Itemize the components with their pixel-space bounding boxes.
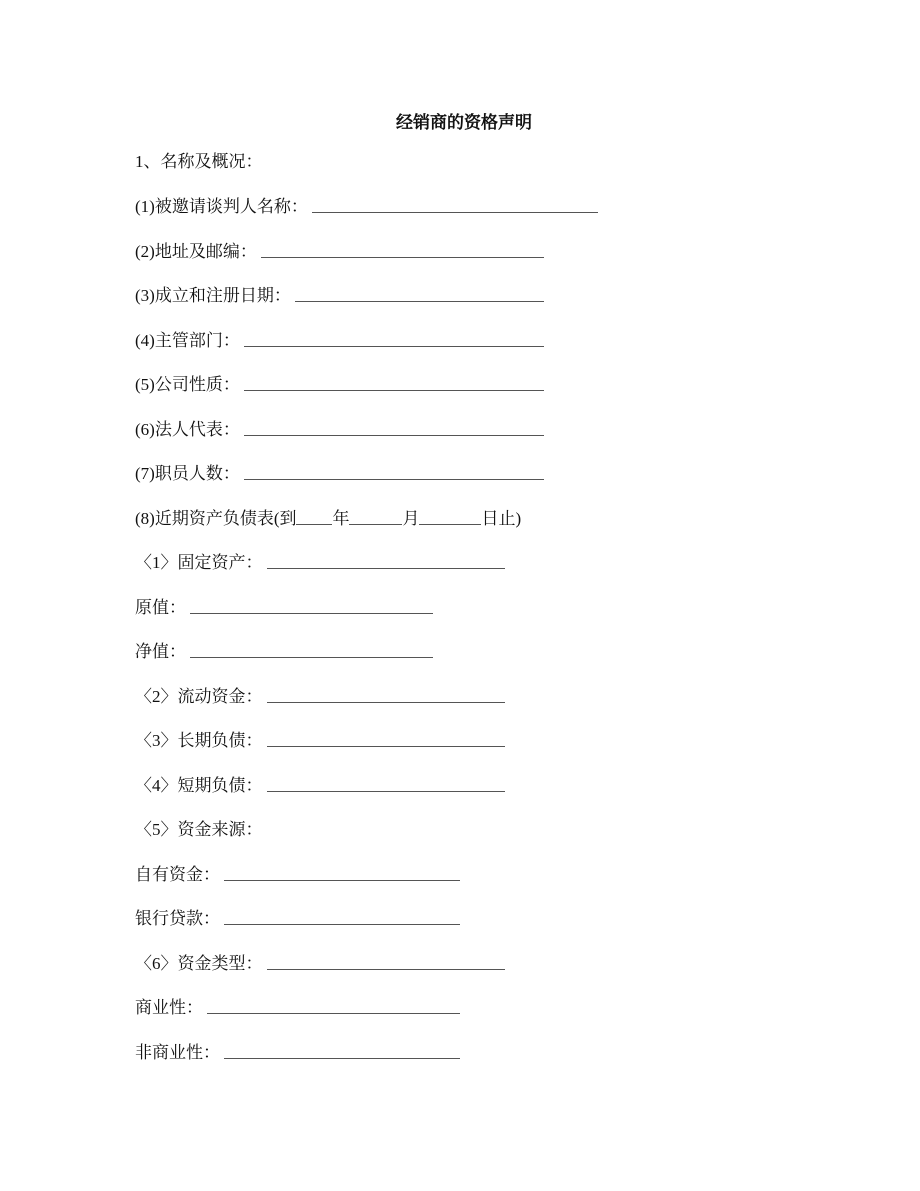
field-label: 银行贷款： xyxy=(135,909,220,928)
form-row xyxy=(135,327,544,351)
field-label: 非商业性： xyxy=(135,1043,220,1062)
balance-sheet-row xyxy=(135,505,521,529)
field-label: (4)主管部门： xyxy=(135,331,240,350)
field-label: (2)地址及邮编： xyxy=(135,242,257,261)
fill-blank[interactable] xyxy=(267,746,506,747)
fill-blank[interactable] xyxy=(207,1013,460,1014)
field-label: 〈4〉短期负债： xyxy=(135,776,263,795)
fill-blank[interactable] xyxy=(244,346,544,347)
form-row xyxy=(135,994,460,1018)
form-row xyxy=(135,772,505,796)
field-label: 〈6〉资金类型： xyxy=(135,954,263,973)
form-row xyxy=(135,371,544,395)
form-row xyxy=(135,1039,460,1063)
form-row xyxy=(135,905,460,929)
form-row xyxy=(135,193,598,217)
fill-blank[interactable] xyxy=(224,1058,460,1059)
field-label: 净值： xyxy=(135,642,186,661)
year-label: 年 xyxy=(332,509,350,528)
day-label: 日止) xyxy=(481,509,522,528)
form-row xyxy=(135,594,433,618)
field-label: 〈5〉资金来源： xyxy=(135,820,263,839)
field-label: 〈2〉流动资金： xyxy=(135,687,263,706)
month-blank[interactable] xyxy=(349,524,402,525)
field-label: (6)法人代表： xyxy=(135,420,240,439)
form-row xyxy=(135,816,263,840)
fill-blank[interactable] xyxy=(224,880,460,881)
section-label: 1、名称及概况： xyxy=(135,152,263,171)
fill-blank[interactable] xyxy=(244,390,544,391)
fill-blank[interactable] xyxy=(295,301,544,302)
form-row xyxy=(135,861,460,885)
form-row xyxy=(135,282,544,306)
field-label: (1)被邀请谈判人名称： xyxy=(135,197,308,216)
field-label: 〈1〉固定资产： xyxy=(135,553,263,572)
year-blank[interactable] xyxy=(296,524,332,525)
fill-blank[interactable] xyxy=(267,568,506,569)
form-row xyxy=(135,638,433,662)
fill-blank[interactable] xyxy=(267,702,506,703)
fill-blank[interactable] xyxy=(224,924,460,925)
form-row xyxy=(135,549,505,573)
fill-blank[interactable] xyxy=(244,479,544,480)
balance-sheet-label: (8)近期资产负债表(到 xyxy=(135,509,297,528)
day-blank[interactable] xyxy=(419,524,481,525)
form-row xyxy=(135,683,505,707)
field-label: 原值： xyxy=(135,598,186,617)
field-label: 自有资金： xyxy=(135,865,220,884)
fill-blank[interactable] xyxy=(267,791,506,792)
field-label: (7)职员人数： xyxy=(135,464,240,483)
form-row xyxy=(135,238,544,262)
fill-blank[interactable] xyxy=(190,657,433,658)
section-heading xyxy=(135,148,263,172)
field-label: (3)成立和注册日期： xyxy=(135,286,291,305)
form-row xyxy=(135,950,505,974)
field-label: 〈3〉长期负债： xyxy=(135,731,263,750)
fill-blank[interactable] xyxy=(190,613,433,614)
fill-blank[interactable] xyxy=(261,257,544,258)
form-row xyxy=(135,416,544,440)
fill-blank[interactable] xyxy=(267,969,506,970)
fill-blank[interactable] xyxy=(312,212,598,213)
fill-blank[interactable] xyxy=(244,435,544,436)
document-title: 经销商的资格声明 xyxy=(396,113,532,133)
month-label: 月 xyxy=(402,509,420,528)
field-label: 商业性： xyxy=(135,998,203,1017)
form-row xyxy=(135,727,505,751)
field-label: (5)公司性质： xyxy=(135,375,240,394)
form-row xyxy=(135,460,544,484)
